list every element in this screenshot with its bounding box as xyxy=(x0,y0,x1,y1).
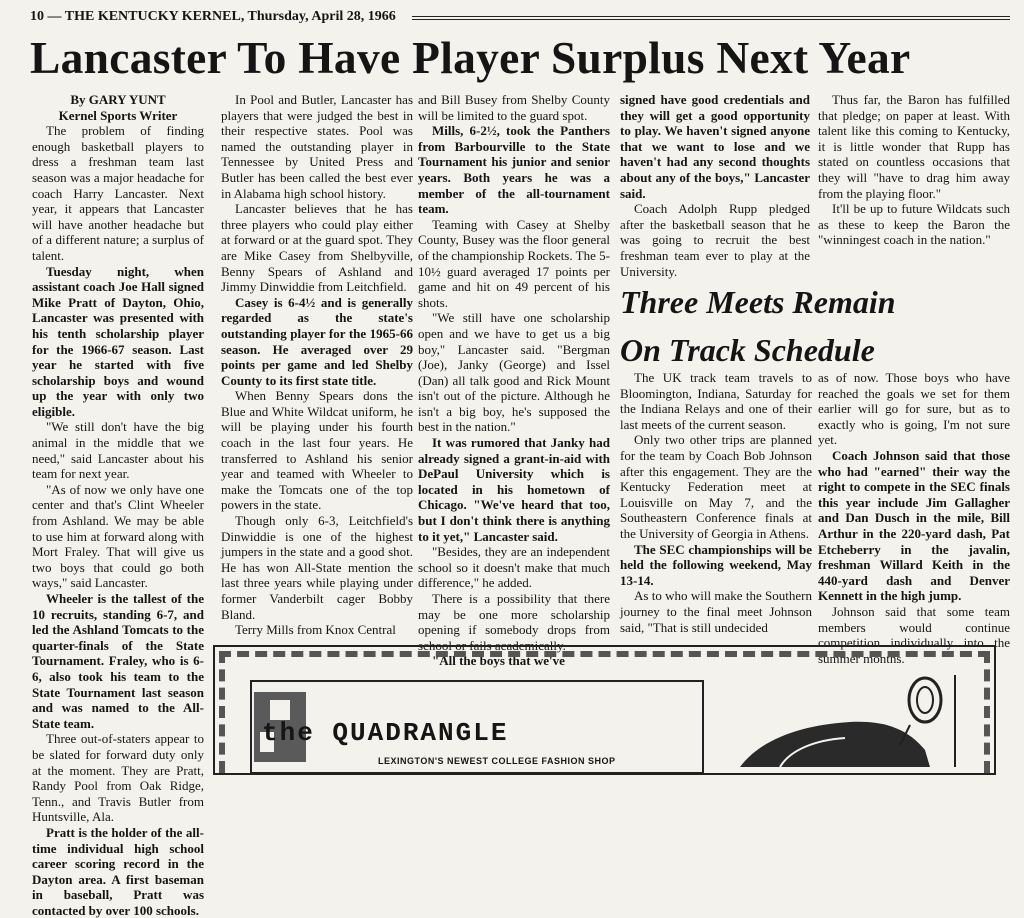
story2-column-1 xyxy=(620,370,812,636)
story1-column-3 xyxy=(418,92,610,669)
main-headline: Lancaster To Have Player Surplus Next Year xyxy=(30,33,911,83)
article-paragraph: Coach Johnson said that those who had "earned" their way the right to compete in the SEC finals this year include Jim Gallagher and Dan Dusch in the mile, Bill Arthur in the 220-yard dash, Pat Etcheberry in the javalin, freshman Willard Keith in the 440-yard dash and Denver Kennett in the high jump. xyxy=(818,447,1010,604)
article-paragraph: "Besides, they are an independent school so it doesn't make that much difference," he added. xyxy=(418,544,610,591)
article-paragraph: Johnson said that some team members would continue competition individually into the summer months. xyxy=(818,603,1010,666)
article-paragraph: "All the boys that we've xyxy=(432,653,565,669)
story1-column-1 xyxy=(32,92,204,918)
article-paragraph: Three out-of-staters appear to be slated for forward duty only at the moment. They are Pratt, Randy Pool from Oak Ridge, Tenn., and Travis Butler from Huntsville, Ala. xyxy=(32,731,204,825)
article-paragraph: Only two other trips are planned for the team by Coach Bob Johnson after this engagement. They are the Kentucky Federation meet at Louisville on May 7, and the Southeastern Conference finals at the University of Georgia in Athens. xyxy=(620,432,812,541)
article-paragraph: It was rumored that Janky had already signed a grant-in-aid with DePaul University which is located in his hometown of Chicago. "We've heard that too, but I don't think there is anything to it yet," Lancaster said. xyxy=(418,435,610,544)
article-paragraph: Casey is 6-4½ and is generally regarded as the state's outstanding player for the 1965-66 season. He averaged over 29 points per game and led Shelby County to its first state title. xyxy=(221,294,413,388)
story1-col5-body xyxy=(818,92,1010,248)
article-paragraph: signed have good credentials and they will get a good opportunity to play. We haven't signed anyone that we want to lose and we haven't had any second thoughts about any of the boys," Lancaster said. xyxy=(620,92,810,201)
article-paragraph: In Pool and Butler, Lancaster has players that were judged the best in their respective states. Pool was named the outstanding player in Tennessee by United Press and Butler has been called the best ever in Alabama high school history. xyxy=(221,92,413,201)
article-paragraph: Thus far, the Baron has fulfilled that pledge; on paper at least. With talent like this coming to Kentucky, it is little wonder that Rupp has stated on countless occasions that they will "have to drag him away from the playing floor." xyxy=(818,92,1010,201)
article-paragraph: It'll be up to future Wildcats such as these to keep the Baron the "winningest coach in the nation." xyxy=(818,201,1010,248)
track-headline-line-1: Three Meets Remain xyxy=(620,284,896,320)
fashion-sketch-icon xyxy=(720,670,990,767)
story2-col2-body xyxy=(818,370,1010,666)
article-paragraph: Coach Adolph Rupp pledged after the basketball season that he was going to recruit the best freshman team ever to play at the University. xyxy=(620,201,810,279)
article-paragraph: Tuesday night, when assistant coach Joe Hall signed Mike Pratt of Dayton, Ohio, Lancaster was presented with his tenth scholarship player for the 1966-67 season. Last year he started with five scholarship boys and wound up the year with only two eligible. xyxy=(32,263,204,419)
story1-column-5 xyxy=(818,92,1010,272)
article-paragraph: Terry Mills from Knox Central xyxy=(235,622,396,638)
article-paragraph: "We still don't have the big animal in the middle that we need," said Lancaster about his team for next year. xyxy=(32,419,204,482)
story1-col3-body xyxy=(418,92,610,669)
page-folio: 10 — THE KENTUCKY KERNEL, Thursday, April 28, 1966 xyxy=(30,9,396,24)
story1-col1-body xyxy=(32,123,204,918)
article-paragraph: and Bill Busey from Shelby County will be limited to the guard spot. xyxy=(418,92,610,123)
article-paragraph: Though only 6-3, Leitchfield's Dinwiddie is one of the highest jumpers in the state and a good shot. He has won All-State mention the last three years while playing under former Vanderbilt cager Bobby Bland. xyxy=(221,513,413,622)
article-paragraph: The SEC championships will be held the following weekend, May 13-14. xyxy=(620,541,812,588)
article-paragraph: "We still have one scholarship open and we have to get us a big boy," Lancaster said. "Bergman (Joe), Janky (George) and Issel (Dan) all talk good and Rick Mount isn't out of the picture. Although he isn't a big boy, he's supposed the best in the nation." xyxy=(418,310,610,435)
article-paragraph: Mills, 6-2½, took the Panthers from Barbourville to the State Tournament his junior and senior years. Both years he was a member of the all-tournament team. xyxy=(418,123,610,217)
story1-col4-body xyxy=(620,92,810,279)
story2-column-2 xyxy=(818,370,1010,666)
article-paragraph: There is a possibility that there may be one more scholarship opening if somebody drops from school or fails academically. xyxy=(418,591,610,653)
article-paragraph: as of now. Those boys who have reached the goals we set for them earlier will go for sure, but as to exactly who is going, I'm not sure yet. xyxy=(818,370,1010,448)
article-paragraph: Pratt is the holder of the all-time individual high school career scoring record in the Dayton area. A first baseman in baseball, Pratt was contacted by over 100 schools. xyxy=(32,824,204,918)
article-paragraph: The UK track team travels to Bloomington, Indiana, Saturday for the Indiana Relays and one of their last meets of the current season. xyxy=(620,370,812,432)
article-paragraph: The problem of finding enough basketball players to dress a freshman team last season was a major headache for coach Harry Lancaster. Next year, it appears that Lancaster will have another headache but of a different nature; a surplus of talent. xyxy=(32,123,204,263)
track-headline xyxy=(620,278,1010,374)
folio-rule xyxy=(412,16,1010,17)
story1-column-2 xyxy=(221,92,413,637)
article-paragraph: "As of now we only have one center and that's Clint Wheeler from Ashland. We may be able to use him at forward along with Mort Fraley. That will give us two boys that could go both ways," said Lancaster. xyxy=(32,481,204,591)
story1-col2-body xyxy=(221,92,413,638)
byline-role: Kernel Sports Writer xyxy=(58,107,178,123)
article-paragraph: Wheeler is the tallest of the 10 recruits, standing 6-7, and led the Ashland Tomcats to the quarter-finals of the State Tournament. Fraley, who is 6-6, also took his team to the State Tournament last season and was named to the All-State team. xyxy=(32,591,204,731)
article-paragraph: Lancaster believes that he has three players who could play either at forward or at the guard spot. They are Mike Casey from Shelbyville, Benny Spears of Ashland and Jimmy Dinwiddie from Leitchfield. xyxy=(221,201,413,295)
byline-author: By GARY YUNT xyxy=(70,92,166,107)
advertisement-store-name: the QUADRANGLE xyxy=(262,718,509,748)
story1-column-4 xyxy=(620,92,810,279)
article-paragraph: Teaming with Casey at Shelby County, Busey was the floor general of the championship Rockets. The 5-10½ guard averaged 17 points per game and hit on 49 percent of his shots. xyxy=(418,216,610,310)
story2-col1-body xyxy=(620,370,812,635)
article-paragraph: As to who will make the Southern journey to the final meet Johnson said, "That is still undecided xyxy=(620,588,812,635)
track-headline-line-2: On Track Schedule xyxy=(620,332,875,368)
article-paragraph: When Benny Spears dons the Blue and White Wildcat uniform, he will be playing under his fourth coach in the last four years. He transferred to Ashland his senior year and teamed with Wheeler to make the Tomcats one of the top powers in the state. xyxy=(221,388,413,513)
folio-rule-lower xyxy=(412,19,1010,20)
advertisement-tagline: LEXINGTON'S NEWEST COLLEGE FASHION SHOP xyxy=(378,756,616,766)
